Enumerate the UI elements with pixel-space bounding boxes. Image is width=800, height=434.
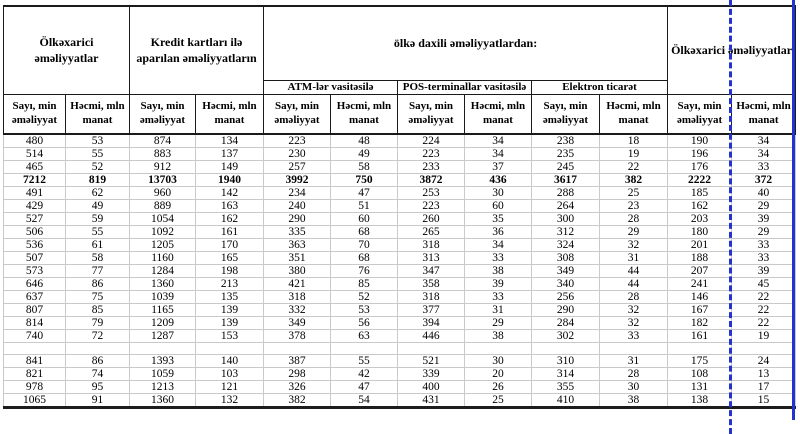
cell: 74 xyxy=(66,368,130,381)
table-row xyxy=(4,265,796,278)
group-header-row xyxy=(4,6,796,80)
cell: 573 xyxy=(4,265,66,278)
table-row xyxy=(4,174,796,187)
cell: 76 xyxy=(331,265,398,278)
cell: 42 xyxy=(331,368,398,381)
subgroup-header: POS-terminallar vasitəsilə xyxy=(398,80,532,94)
cell: 2222 xyxy=(668,174,732,187)
cell: 378 xyxy=(264,330,331,343)
cell: 77 xyxy=(66,265,130,278)
cell: 349 xyxy=(532,265,600,278)
cell: 32 xyxy=(600,239,668,252)
cell: 7212 xyxy=(4,174,66,187)
cell: 233 xyxy=(398,161,465,174)
cell: 265 xyxy=(398,226,465,239)
cell: 33 xyxy=(465,291,532,304)
subgroup-header: Elektron ticarət xyxy=(532,80,668,94)
group-header-foreign-left: Ölkəxarici əməliyyatlar xyxy=(4,6,130,94)
cell: 55 xyxy=(66,148,130,161)
cell xyxy=(196,343,264,355)
table-row xyxy=(4,291,796,304)
table-row xyxy=(4,187,796,200)
cell: 377 xyxy=(398,304,465,317)
cell: 170 xyxy=(196,239,264,252)
cell: 257 xyxy=(264,161,331,174)
cell: 33 xyxy=(732,239,796,252)
cell: 1165 xyxy=(130,304,196,317)
cell: 312 xyxy=(532,226,600,239)
cell: 49 xyxy=(331,148,398,161)
cell: 750 xyxy=(331,174,398,187)
table-row xyxy=(4,355,796,368)
cell: 841 xyxy=(4,355,66,368)
cell: 95 xyxy=(66,381,130,394)
cell: 138 xyxy=(668,394,732,408)
cell: 1039 xyxy=(130,291,196,304)
cell: 807 xyxy=(4,304,66,317)
cell: 637 xyxy=(4,291,66,304)
cell: 339 xyxy=(398,368,465,381)
cell: 29 xyxy=(465,317,532,330)
table-row xyxy=(4,226,796,239)
cell: 446 xyxy=(398,330,465,343)
cell: 51 xyxy=(331,200,398,213)
cell: 182 xyxy=(668,317,732,330)
cell: 146 xyxy=(668,291,732,304)
cell: 3617 xyxy=(532,174,600,187)
cell: 431 xyxy=(398,394,465,408)
cell: 203 xyxy=(668,213,732,226)
cell: 1054 xyxy=(130,213,196,226)
cell: 363 xyxy=(264,239,331,252)
group-header-domestic: ölkə daxili əməliyyatlardan: xyxy=(264,6,668,80)
cell: 223 xyxy=(264,134,331,148)
cell: 31 xyxy=(600,252,668,265)
cell: 153 xyxy=(196,330,264,343)
cell: 349 xyxy=(264,317,331,330)
cell: 387 xyxy=(264,355,331,368)
cell: 36 xyxy=(465,226,532,239)
cell: 49 xyxy=(66,200,130,213)
cell: 394 xyxy=(398,317,465,330)
cell: 256 xyxy=(532,291,600,304)
count-column-header: Sayı, min əməliyyat xyxy=(398,94,465,134)
table-row xyxy=(4,252,796,265)
cell: 22 xyxy=(732,304,796,317)
cell: 196 xyxy=(668,148,732,161)
cell: 201 xyxy=(668,239,732,252)
cell: 288 xyxy=(532,187,600,200)
cell: 380 xyxy=(264,265,331,278)
cell: 34 xyxy=(732,134,796,148)
cell: 436 xyxy=(465,174,532,187)
cell: 351 xyxy=(264,252,331,265)
table-row xyxy=(4,278,796,291)
volume-column-header: Həcmi, mln manat xyxy=(600,94,668,134)
cell: 15 xyxy=(732,394,796,408)
cell xyxy=(66,343,130,355)
cell: 1940 xyxy=(196,174,264,187)
cell: 149 xyxy=(196,161,264,174)
cell: 28 xyxy=(600,291,668,304)
volume-column-header: Həcmi, mln manat xyxy=(732,94,796,134)
cell: 382 xyxy=(264,394,331,408)
cell xyxy=(264,343,331,355)
cell: 45 xyxy=(732,278,796,291)
cell: 480 xyxy=(4,134,66,148)
cell: 167 xyxy=(668,304,732,317)
cell: 318 xyxy=(264,291,331,304)
cell: 213 xyxy=(196,278,264,291)
cell: 34 xyxy=(465,239,532,252)
cell xyxy=(600,343,668,355)
cell: 185 xyxy=(668,187,732,200)
cell: 284 xyxy=(532,317,600,330)
cell: 290 xyxy=(264,213,331,226)
cell xyxy=(732,343,796,355)
cell: 40 xyxy=(732,187,796,200)
table-row xyxy=(4,394,796,408)
cell: 60 xyxy=(331,213,398,226)
cell: 39 xyxy=(732,265,796,278)
subgroup-header: ATM-lər vasitəsilə xyxy=(264,80,398,94)
count-column-header: Sayı, min əməliyyat xyxy=(532,94,600,134)
cell: 68 xyxy=(331,252,398,265)
cell: 38 xyxy=(465,265,532,278)
cell: 48 xyxy=(331,134,398,148)
cell: 139 xyxy=(196,317,264,330)
blank-row xyxy=(4,343,796,355)
cell: 86 xyxy=(66,355,130,368)
cell: 874 xyxy=(130,134,196,148)
cell: 335 xyxy=(264,226,331,239)
count-column-header: Sayı, min əməliyyat xyxy=(130,94,196,134)
cell: 163 xyxy=(196,200,264,213)
cell: 1360 xyxy=(130,278,196,291)
cell: 318 xyxy=(398,291,465,304)
cell: 1393 xyxy=(130,355,196,368)
cell: 85 xyxy=(66,304,130,317)
cell: 29 xyxy=(600,226,668,239)
cell: 70 xyxy=(331,239,398,252)
cell: 188 xyxy=(668,252,732,265)
cell: 32 xyxy=(600,317,668,330)
table-row xyxy=(4,148,796,161)
cell: 25 xyxy=(600,187,668,200)
cell: 22 xyxy=(732,317,796,330)
cell: 355 xyxy=(532,381,600,394)
cell: 1284 xyxy=(130,265,196,278)
volume-column-header: Həcmi, mln manat xyxy=(465,94,532,134)
cell: 960 xyxy=(130,187,196,200)
cell: 310 xyxy=(532,355,600,368)
cell: 58 xyxy=(331,161,398,174)
cell: 740 xyxy=(4,330,66,343)
cell: 298 xyxy=(264,368,331,381)
cell: 33 xyxy=(732,161,796,174)
cell: 32 xyxy=(600,304,668,317)
cell: 140 xyxy=(196,355,264,368)
cell: 31 xyxy=(465,304,532,317)
cell: 223 xyxy=(398,148,465,161)
cell: 230 xyxy=(264,148,331,161)
cell: 132 xyxy=(196,394,264,408)
cell: 318 xyxy=(398,239,465,252)
cell: 176 xyxy=(668,161,732,174)
cell: 139 xyxy=(196,304,264,317)
cell: 75 xyxy=(66,291,130,304)
group-header-foreign-right: Ölkəxarici əməliyyatlar xyxy=(668,6,796,94)
cell: 326 xyxy=(264,381,331,394)
cell: 161 xyxy=(196,226,264,239)
cell xyxy=(668,343,732,355)
unit-header-row xyxy=(4,94,796,134)
cell: 1160 xyxy=(130,252,196,265)
cell: 20 xyxy=(465,368,532,381)
cell: 253 xyxy=(398,187,465,200)
cell: 300 xyxy=(532,213,600,226)
cell: 421 xyxy=(264,278,331,291)
cell: 347 xyxy=(398,265,465,278)
cell: 17 xyxy=(732,381,796,394)
cell: 53 xyxy=(66,134,130,148)
cell: 34 xyxy=(465,134,532,148)
cell: 68 xyxy=(331,226,398,239)
cell: 52 xyxy=(331,291,398,304)
cell xyxy=(532,343,600,355)
cell: 1059 xyxy=(130,368,196,381)
cell: 30 xyxy=(465,187,532,200)
cell: 55 xyxy=(331,355,398,368)
cell: 3992 xyxy=(264,174,331,187)
cell: 340 xyxy=(532,278,600,291)
count-column-header: Sayı, min əməliyyat xyxy=(264,94,331,134)
cell: 13 xyxy=(732,368,796,381)
cell: 410 xyxy=(532,394,600,408)
cell: 165 xyxy=(196,252,264,265)
cell: 24 xyxy=(732,355,796,368)
cell: 91 xyxy=(66,394,130,408)
cell: 72 xyxy=(66,330,130,343)
cell: 1205 xyxy=(130,239,196,252)
cell: 883 xyxy=(130,148,196,161)
transactions-table xyxy=(3,5,796,409)
table-row xyxy=(4,213,796,226)
cell: 889 xyxy=(130,200,196,213)
cell: 19 xyxy=(600,148,668,161)
cell: 22 xyxy=(732,291,796,304)
cell: 1209 xyxy=(130,317,196,330)
table-row xyxy=(4,330,796,343)
cell: 18 xyxy=(600,134,668,148)
cell: 646 xyxy=(4,278,66,291)
cell: 33 xyxy=(465,252,532,265)
cell: 207 xyxy=(668,265,732,278)
cell: 62 xyxy=(66,187,130,200)
volume-column-header: Həcmi, mln manat xyxy=(196,94,264,134)
cell: 224 xyxy=(398,134,465,148)
cell xyxy=(465,343,532,355)
cell: 506 xyxy=(4,226,66,239)
cell: 821 xyxy=(4,368,66,381)
cell: 527 xyxy=(4,213,66,226)
cell: 521 xyxy=(398,355,465,368)
cell: 234 xyxy=(264,187,331,200)
cell: 61 xyxy=(66,239,130,252)
cell: 1092 xyxy=(130,226,196,239)
cell: 103 xyxy=(196,368,264,381)
table-row xyxy=(4,200,796,213)
group-header-credit-cards: Kredit kartları ilə aparılan əməliyyatların xyxy=(130,6,264,94)
cell: 190 xyxy=(668,134,732,148)
cell: 121 xyxy=(196,381,264,394)
cell: 108 xyxy=(668,368,732,381)
cell: 260 xyxy=(398,213,465,226)
cell: 241 xyxy=(668,278,732,291)
table-row xyxy=(4,317,796,330)
table-row xyxy=(4,161,796,174)
table-row xyxy=(4,134,796,148)
cell: 26 xyxy=(465,381,532,394)
cell: 313 xyxy=(398,252,465,265)
cell: 290 xyxy=(532,304,600,317)
cell: 79 xyxy=(66,317,130,330)
cell: 29 xyxy=(732,226,796,239)
cell: 302 xyxy=(532,330,600,343)
cell: 44 xyxy=(600,265,668,278)
cell: 235 xyxy=(532,148,600,161)
cell: 1213 xyxy=(130,381,196,394)
cell: 33 xyxy=(732,252,796,265)
cell: 37 xyxy=(465,161,532,174)
right-margin-line xyxy=(792,0,795,420)
cell: 35 xyxy=(465,213,532,226)
cell: 22 xyxy=(600,161,668,174)
cell: 30 xyxy=(465,355,532,368)
cell: 491 xyxy=(4,187,66,200)
cell: 819 xyxy=(66,174,130,187)
count-column-header: Sayı, min əməliyyat xyxy=(668,94,732,134)
table-row xyxy=(4,304,796,317)
cell: 135 xyxy=(196,291,264,304)
cell xyxy=(331,343,398,355)
cell: 1360 xyxy=(130,394,196,408)
cell: 137 xyxy=(196,148,264,161)
count-column-header: Sayı, min əməliyyat xyxy=(4,94,66,134)
cell: 372 xyxy=(732,174,796,187)
cell: 30 xyxy=(600,381,668,394)
cell: 54 xyxy=(331,394,398,408)
cell: 814 xyxy=(4,317,66,330)
cell: 44 xyxy=(600,278,668,291)
cell: 34 xyxy=(732,148,796,161)
cell: 175 xyxy=(668,355,732,368)
cell: 1065 xyxy=(4,394,66,408)
volume-column-header: Həcmi, mln manat xyxy=(331,94,398,134)
cell: 56 xyxy=(331,317,398,330)
cell: 3872 xyxy=(398,174,465,187)
cell: 28 xyxy=(600,213,668,226)
cell: 38 xyxy=(600,394,668,408)
cell: 39 xyxy=(732,213,796,226)
cell xyxy=(4,343,66,355)
cell: 240 xyxy=(264,200,331,213)
cell: 161 xyxy=(668,330,732,343)
cell: 23 xyxy=(600,200,668,213)
cell: 134 xyxy=(196,134,264,148)
cell: 162 xyxy=(196,213,264,226)
cell: 162 xyxy=(668,200,732,213)
cell: 400 xyxy=(398,381,465,394)
cell: 978 xyxy=(4,381,66,394)
cell: 55 xyxy=(66,226,130,239)
cell: 308 xyxy=(532,252,600,265)
cell: 536 xyxy=(4,239,66,252)
cell: 38 xyxy=(465,330,532,343)
cell: 29 xyxy=(732,200,796,213)
cell: 60 xyxy=(465,200,532,213)
page-break-dashed-line xyxy=(729,0,732,434)
table-row xyxy=(4,381,796,394)
cell: 238 xyxy=(532,134,600,148)
cell: 34 xyxy=(465,148,532,161)
table-row xyxy=(4,239,796,252)
cell: 59 xyxy=(66,213,130,226)
cell: 264 xyxy=(532,200,600,213)
cell xyxy=(398,343,465,355)
cell: 245 xyxy=(532,161,600,174)
cell: 142 xyxy=(196,187,264,200)
cell: 58 xyxy=(66,252,130,265)
volume-column-header: Həcmi, mln manat xyxy=(66,94,130,134)
cell: 223 xyxy=(398,200,465,213)
cell: 514 xyxy=(4,148,66,161)
cell: 198 xyxy=(196,265,264,278)
cell: 324 xyxy=(532,239,600,252)
cell: 47 xyxy=(331,381,398,394)
cell: 53 xyxy=(331,304,398,317)
cell: 47 xyxy=(331,187,398,200)
cell: 31 xyxy=(600,355,668,368)
cell: 131 xyxy=(668,381,732,394)
cell: 429 xyxy=(4,200,66,213)
cell: 85 xyxy=(331,278,398,291)
cell: 332 xyxy=(264,304,331,317)
cell: 63 xyxy=(331,330,398,343)
cell: 912 xyxy=(130,161,196,174)
cell: 25 xyxy=(465,394,532,408)
cell: 52 xyxy=(66,161,130,174)
cell xyxy=(130,343,196,355)
cell: 39 xyxy=(465,278,532,291)
cell: 465 xyxy=(4,161,66,174)
table-row xyxy=(4,368,796,381)
cell: 314 xyxy=(532,368,600,381)
cell: 19 xyxy=(732,330,796,343)
cell: 86 xyxy=(66,278,130,291)
cell: 382 xyxy=(600,174,668,187)
cell: 1287 xyxy=(130,330,196,343)
cell: 13703 xyxy=(130,174,196,187)
cell: 33 xyxy=(600,330,668,343)
cell: 180 xyxy=(668,226,732,239)
cell: 507 xyxy=(4,252,66,265)
cell: 28 xyxy=(600,368,668,381)
cell: 358 xyxy=(398,278,465,291)
